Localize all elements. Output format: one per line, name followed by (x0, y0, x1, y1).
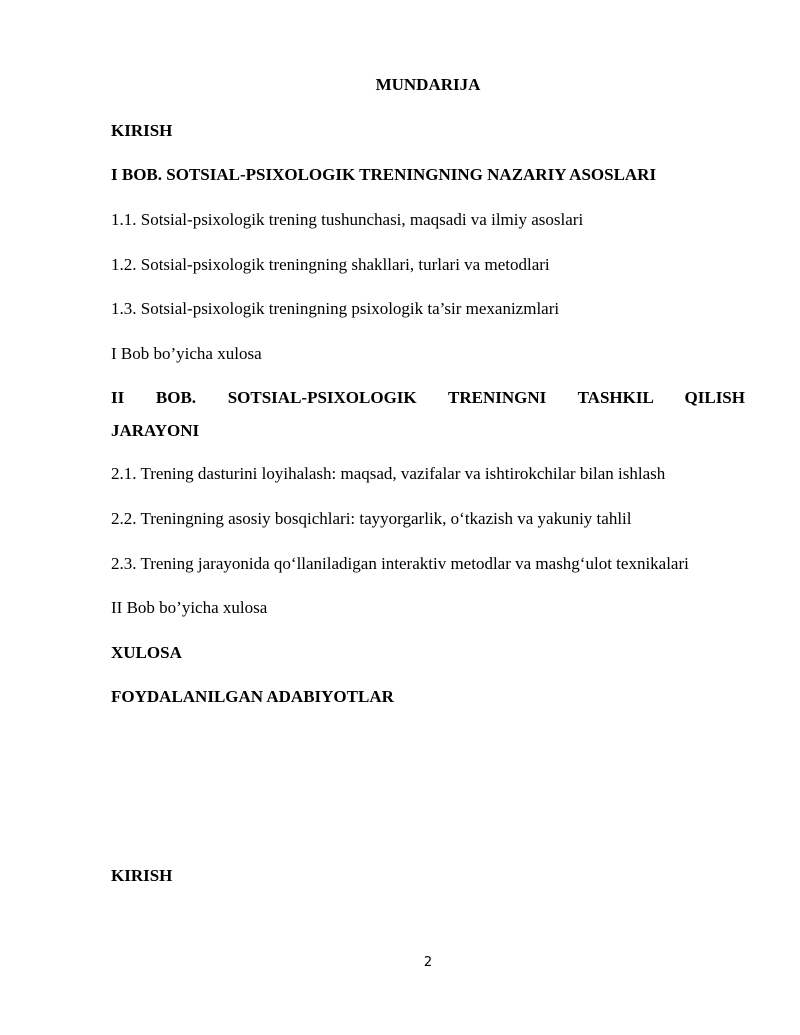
page-number: 2 (423, 955, 433, 970)
toc-entry-chapter-2-line1: II BOB. SOTSIAL-PSIXOLOGIK TRENINGNI TASHKIL QILISH (111, 388, 745, 407)
toc-entry-chapter-1: I BOB. SOTSIAL-PSIXOLOGIK TRENINGNING NAZARIY ASOSLARI (111, 165, 657, 184)
toc-entry-1-1: 1.1. Sotsial-psixologik trening tushunchasi, maqsadi va ilmiy asoslari (111, 210, 584, 229)
toc-title: MUNDARIJA (375, 75, 481, 94)
toc-entry-2-3: 2.3. Trening jarayonida qo‘llaniladigan interaktiv metodlar va mashg‘ulot texnikalari (111, 554, 689, 573)
toc-entry-chapter-2-conclusion: II Bob bo’yicha xulosa (111, 598, 268, 617)
section-heading: KIRISH (111, 866, 173, 885)
toc-entry-chapter-2-line2: JARAYONI (111, 421, 200, 440)
toc-entry-1-2: 1.2. Sotsial-psixologik treningning shakllari, turlari va metodlari (111, 255, 550, 274)
toc-entry-chapter-1-conclusion: I Bob bo’yicha xulosa (111, 344, 262, 363)
toc-entry-xulosa: XULOSA (111, 643, 182, 662)
toc-entry-2-1: 2.1. Trening dasturini loyihalash: maqsad, vazifalar va ishtirokchilar bilan ishlash (111, 464, 666, 483)
toc-entry-2-2: 2.2. Treningning asosiy bosqichlari: tayyorgarlik, o‘tkazish va yakuniy tahlil (111, 509, 632, 528)
toc-entry-references: FOYDALANILGAN ADABIYOTLAR (111, 687, 394, 706)
toc-entry-kirish: KIRISH (111, 121, 173, 140)
toc-entry-1-3: 1.3. Sotsial-psixologik treningning psixologik ta’sir mexanizmlari (111, 299, 560, 318)
